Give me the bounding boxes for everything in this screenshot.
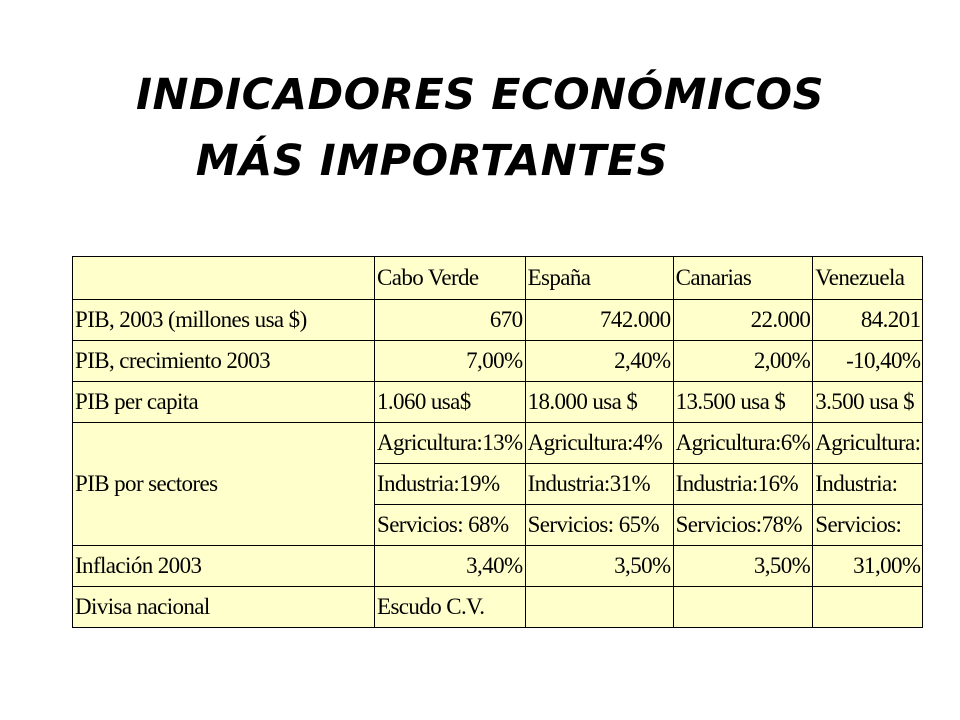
cell-value: 742.000 bbox=[525, 300, 673, 341]
slide-title bbox=[0, 62, 960, 194]
cell-value: 2,40% bbox=[525, 341, 673, 382]
row-label: Divisa nacional bbox=[73, 587, 375, 628]
cell-value: 670 bbox=[375, 300, 526, 341]
cell-value: Industria:16% bbox=[673, 464, 813, 505]
cell-value: Industria: bbox=[813, 464, 923, 505]
cell-value: Agricultura: bbox=[813, 423, 923, 464]
row-label: PIB, 2003 (millones usa $) bbox=[73, 300, 375, 341]
cell-value bbox=[673, 587, 813, 628]
cell-value: Escudo C.V. bbox=[375, 587, 526, 628]
cell-value: Agricultura:6% bbox=[673, 423, 813, 464]
cell-value: 1.060 usa$ bbox=[375, 382, 526, 423]
row-label: Inflación 2003 bbox=[73, 546, 375, 587]
table-row-crecimiento bbox=[73, 341, 923, 382]
cell-value: 13.500 usa $ bbox=[673, 382, 813, 423]
cell-value: 3,50% bbox=[525, 546, 673, 587]
title-line-2: MÁS IMPORTANTES bbox=[195, 136, 669, 186]
row-label: PIB per capita bbox=[73, 382, 375, 423]
table-row-sectores-agricultura bbox=[73, 423, 923, 464]
cell-value: 18.000 usa $ bbox=[525, 382, 673, 423]
cell-value: 22.000 bbox=[673, 300, 813, 341]
title-line-1: INDICADORES ECONÓMICOS bbox=[135, 70, 825, 120]
header-cabo-verde: Cabo Verde bbox=[375, 257, 526, 300]
cell-value: Servicios: bbox=[813, 505, 923, 546]
cell-value: 2,00% bbox=[673, 341, 813, 382]
header-venezuela: Venezuela bbox=[813, 257, 923, 300]
cell-value: Servicios: 65% bbox=[525, 505, 673, 546]
header-canarias: Canarias bbox=[673, 257, 813, 300]
cell-value: Industria:31% bbox=[525, 464, 673, 505]
table-row-pib bbox=[73, 300, 923, 341]
cell-value: Servicios: 68% bbox=[375, 505, 526, 546]
cell-value: 7,00% bbox=[375, 341, 526, 382]
header-cell-empty bbox=[73, 257, 375, 300]
table-row-divisa bbox=[73, 587, 923, 628]
cell-value: 3,50% bbox=[673, 546, 813, 587]
table-row-inflacion bbox=[73, 546, 923, 587]
cell-value: 3.500 usa $ bbox=[813, 382, 923, 423]
table-row-per-capita bbox=[73, 382, 923, 423]
cell-value: -10,40% bbox=[813, 341, 923, 382]
table-header-row bbox=[73, 257, 923, 300]
indicators-table bbox=[72, 256, 923, 628]
row-label: PIB por sectores bbox=[73, 423, 375, 546]
cell-value: 3,40% bbox=[375, 546, 526, 587]
cell-value bbox=[813, 587, 923, 628]
cell-value: Industria:19% bbox=[375, 464, 526, 505]
cell-value: 31,00% bbox=[813, 546, 923, 587]
cell-value bbox=[525, 587, 673, 628]
cell-value: Agricultura:13% bbox=[375, 423, 526, 464]
cell-value: Agricultura:4% bbox=[525, 423, 673, 464]
row-label: PIB, crecimiento 2003 bbox=[73, 341, 375, 382]
cell-value: Servicios:78% bbox=[673, 505, 813, 546]
cell-value: 84.201 bbox=[813, 300, 923, 341]
header-espana: España bbox=[525, 257, 673, 300]
